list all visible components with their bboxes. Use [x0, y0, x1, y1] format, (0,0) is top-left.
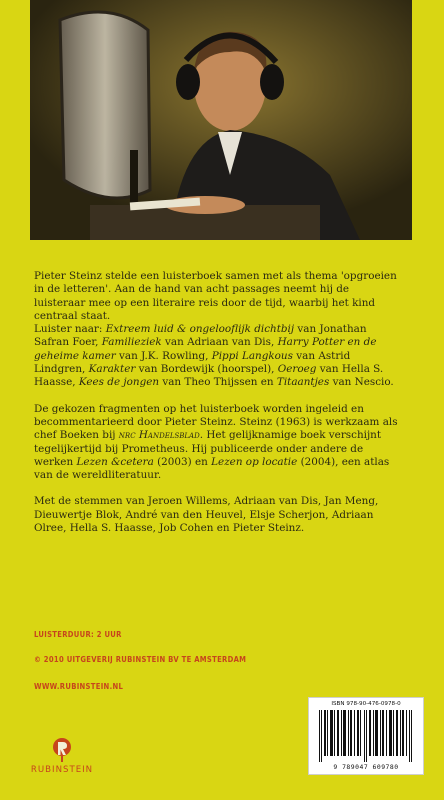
barcode: [308, 697, 424, 775]
title-1: Extreem luid & ongelooflijk dichtbij: [105, 323, 295, 336]
barcode-number: 9 789047 609780: [333, 763, 399, 771]
title-6: Oeroeg: [277, 363, 317, 376]
copyright-line: © 2010 UITGEVERIJ RUBINSTEIN BV TE AMSTERDAM: [34, 655, 247, 664]
rubinstein-logo-icon: [51, 737, 73, 763]
title-7: Kees de jongen: [78, 376, 160, 389]
title-3: Harry Potter en de geheime kamer: [34, 336, 377, 362]
author-paragraph: De gekozen fragmenten op het luisterboek worden ingeleid en becommentarieerd door Pieter Steinz. Steinz (1963) is werkzaam als chef Boeken bij nrc Handelsblad. Het gelijknamige boek verschijnt tegelijkertijd bij Prometheus. Hij publiceerde onder andere de werken Lezen &cetera (2003) en Lezen op locatie (2004), een atlas van de wereldliteratuur.: [34, 402, 398, 482]
intro-paragraph: Pieter Steinz stelde een luisterboek samen met als thema 'opgroeien in de letteren'. Aan de hand van acht passages neemt hij de luisteraar mee op een literaire reis door de tijd, waarbij het kind centraal staat.: [34, 270, 397, 322]
title-8: Titaantjes: [276, 376, 330, 389]
isbn-label: ISBN 978-90-476-0978-0: [331, 701, 401, 707]
title-4: Pippi Langkous: [211, 349, 293, 362]
publisher-name: RUBINSTEIN: [30, 765, 94, 775]
listening-duration: LUISTERDUUR: 2 UUR: [34, 630, 122, 639]
voices-paragraph: Met de stemmen van Jeroen Willems, Adriaan van Dis, Jan Meng, Dieuwertje Blok, André van den Heuvel, Elsje Scherjon, Adriaan Olree, Hella S. Haasse, Job Cohen en Pieter Steinz.: [34, 495, 379, 535]
publisher-logo: [28, 737, 96, 775]
work-2: Lezen op locatie: [211, 455, 298, 468]
track-list-paragraph: Luister naar: Extreem luid & ongelooflijk dichtbij van Jonathan Safran Foer, Familieziek van Adriaan van Dis, Harry Potter en de geheime kamer van J.K. Rowling, Pippi Langkous van Astrid Lindgren, Karakter van Bordewijk (hoorspel), Oeroeg van Hella S. Haasse, Kees de jongen van Theo Thijssen en Titaantjes van Nescio.: [34, 323, 394, 389]
description: [34, 270, 399, 548]
website-link[interactable]: WWW.RUBINSTEIN.NL: [34, 682, 124, 691]
cover-photo: [30, 0, 412, 240]
barcode-bars: [319, 710, 413, 762]
work-1: Lezen &cetera: [76, 455, 154, 468]
newspaper-name: nrc Handelsblad: [118, 429, 200, 442]
title-5: Karakter: [88, 363, 136, 376]
title-2: Familieziek: [101, 336, 162, 349]
photo-illustration: [30, 0, 412, 240]
